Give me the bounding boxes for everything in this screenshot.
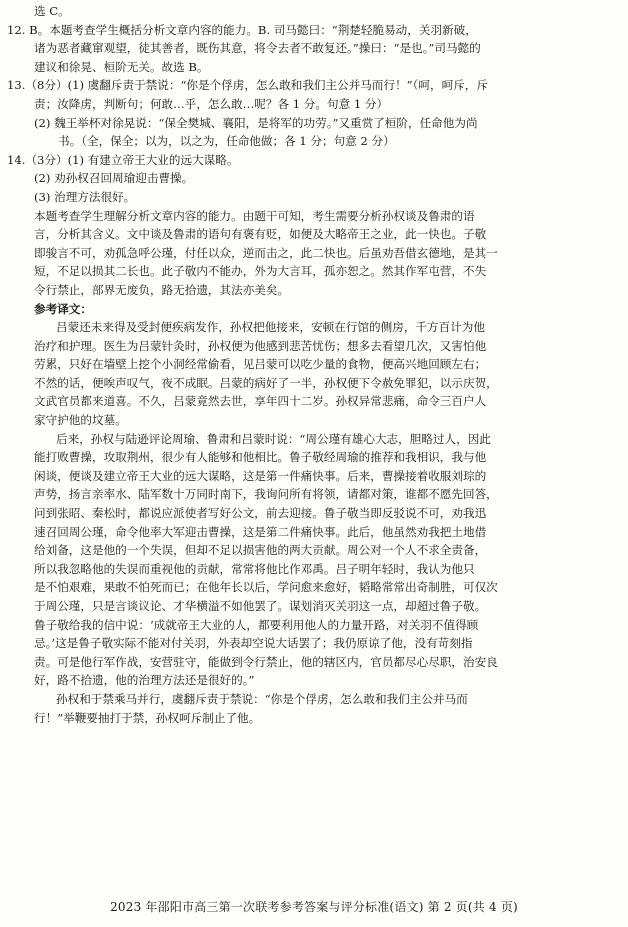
translation-line: 能打败曹操，攻取荆州，很少有人能够和他相比。鲁子敬经周瑜的推荐和我相识，我与他 bbox=[34, 450, 487, 465]
translation-line: 鲁子敬给我的信中说：‘成就帝王大业的人，都要利用他人的力量开路，对关羽不值得顾 bbox=[34, 617, 479, 632]
translation-line: 后来，孙权与陆逊评论周瑜、鲁肃和吕蒙时说：“周公瑾有雄心大志，胆略过人，因此 bbox=[56, 431, 491, 446]
translation-line: 治疗和护理。医生为吕蒙针灸时，孙权便为他感到悲苦忧伤；想多去看望几次，又害怕他 bbox=[34, 338, 487, 353]
translation-line: 所以我忽略他的失误而重视他的贡献，常常将他比作邓禹。吕子明年轻时，我认为他只 bbox=[34, 561, 475, 576]
text-line: 选 C。 bbox=[34, 4, 70, 18]
answer-12-line: 12. B。本题考查学生概括分析文章内容的能力。B. 司马懿曰：“荆楚轻脆易动，关羽新破， bbox=[7, 22, 477, 37]
text-line: 诸为恶者藏窜观望，徒其善者，既伤其意，将令去者不敢复还。”操曰：“是也。”司马懿的 bbox=[34, 41, 481, 56]
text-line: 建议和徐晃、桓阶无关。故选 B。 bbox=[34, 59, 209, 74]
translation-heading: 参考译文： bbox=[34, 301, 92, 316]
text-line: (3) 治理方法很好。 bbox=[34, 189, 136, 204]
analysis-line: 短，不足以损其二长也。此子敬内不能办，外为大言耳，孤亦恕之。然其作军屯营，不失 bbox=[34, 264, 487, 279]
translation-line: 行！”举鞭要抽打于禁，孙权呵斥制止了他。 bbox=[34, 710, 261, 725]
answer-14-line: 14.（3分）(1) 有建立帝王大业的远大谋略。 bbox=[7, 152, 239, 167]
translation-line: 孙权和于禁乘马并行，虞翻斥责于禁说：“你是个俘虏，怎么敢和我们主公并马而 bbox=[56, 691, 468, 706]
translation-line: 劳累，只好在墙壁上挖个小洞经常偷看，见吕蒙可以吃少量的食物，便高兴地回顾左右； bbox=[34, 357, 487, 372]
analysis-line: 即骏言不可，劝孤急呼公瑾，付任以众，逆而击之，此二快也。后虽劝吾借玄德地，是其一 bbox=[34, 245, 498, 260]
text-line: (2) 劝孙权召回周瑜迎击曹操。 bbox=[34, 171, 194, 186]
translation-line: 家守护他的坟墓。 bbox=[34, 413, 127, 428]
translation-line: 闲谈，便谈及建立帝王大业的远大谋略，这是第一件痛快事。后来，曹操接着收服刘琮的 bbox=[34, 468, 487, 483]
text-line: 书。（全，保全；以为，以之为，任命他做；各 1 分；句意 2 分） bbox=[58, 134, 395, 149]
translation-line: 声势，扬言亲率水、陆军数十万同时南下，我询问所有将领，请都对策，谁都不愿先回答， bbox=[34, 487, 498, 502]
translation-line: 忌。’这是鲁子敬实际不能对付关羽，外表却空说大话罢了；我仍原谅了他，没有苛刻指 bbox=[34, 636, 473, 651]
translation-line: 于周公瑾，只是言谈议论、才华横溢不如他罢了。谋划消灭关羽这一点，却超过鲁子敬。 bbox=[34, 599, 487, 613]
translation-line: 责。可是他行军作战，安营驻守，能做到令行禁止，他的辖区内，官员都尽心尽职，治安良 bbox=[34, 654, 498, 669]
translation-line: 速召回周公瑾，命令他率大军迎击曹操，这是第二件痛快事。此后，他虽然劝我把土地借 bbox=[34, 524, 487, 539]
translation-line: 是不怕艰难，果敢不怕死而已；在他年长以后，学问愈来愈好，韬略常常出奇制胜，可仅次 bbox=[34, 580, 498, 595]
translation-line: 给刘备，这是他的一个失误，但却不足以损害他的两大贡献。周公对一个人不求全责备， bbox=[34, 543, 487, 558]
text-line: 责；汝降虏，判断句；何敢…乎，怎么敢…呢？各 1 分。句意 1 分） bbox=[34, 96, 389, 111]
translation-line: 不然的话，便唉声叹气，夜不成眠。吕蒙的病好了一半，孙权便下令赦免罪犯，以示庆贺， bbox=[34, 375, 498, 390]
translation-line: 好，路不拾遗，他的治理方法还是很好的。” bbox=[34, 673, 255, 688]
page-footer: 2023 年邵阳市高三第一次联考参考答案与评分标准(语文) 第 2 页(共 4 页) bbox=[110, 900, 518, 914]
answer-13-line: 13.（8分）(1) 虞翻斥责于禁说：“你是个俘虏，怎么敢和我们主公并马而行！”（呵，呵斥，斥 bbox=[7, 78, 488, 93]
analysis-line: 令行禁止，部界无废负，路无拾遗，其法亦美矣。 bbox=[34, 282, 290, 297]
analysis-line: 本题考查学生理解分析文章内容的能力。由题干可知，考生需要分析孙权谈及鲁肃的语 bbox=[34, 208, 475, 223]
text-line: (2) 魏王举杯对徐晃说：“保全樊城、襄阳，是将军的功劳。”又重赏了桓阶，任命他为尚 bbox=[34, 115, 478, 130]
analysis-line: 言，分析其含义。文中谈及鲁肃的语句有褒有贬，如便及大略帝王之业，此一快也。子敬 bbox=[34, 227, 487, 242]
translation-line: 文武官员都来道喜。不久，吕蒙竟然去世，享年四十二岁。孙权异常悲痛，命令三百户人 bbox=[34, 394, 487, 409]
translation-line: 问到张昭、秦松时，都说应派使者写好公文，前去迎接。鲁子敬当即反驳说不可，劝我迅 bbox=[34, 506, 487, 521]
translation-line: 吕蒙还未来得及受封便疾病发作，孙权把他接来，安顿在行馆的侧房，千方百计为他 bbox=[56, 320, 485, 335]
